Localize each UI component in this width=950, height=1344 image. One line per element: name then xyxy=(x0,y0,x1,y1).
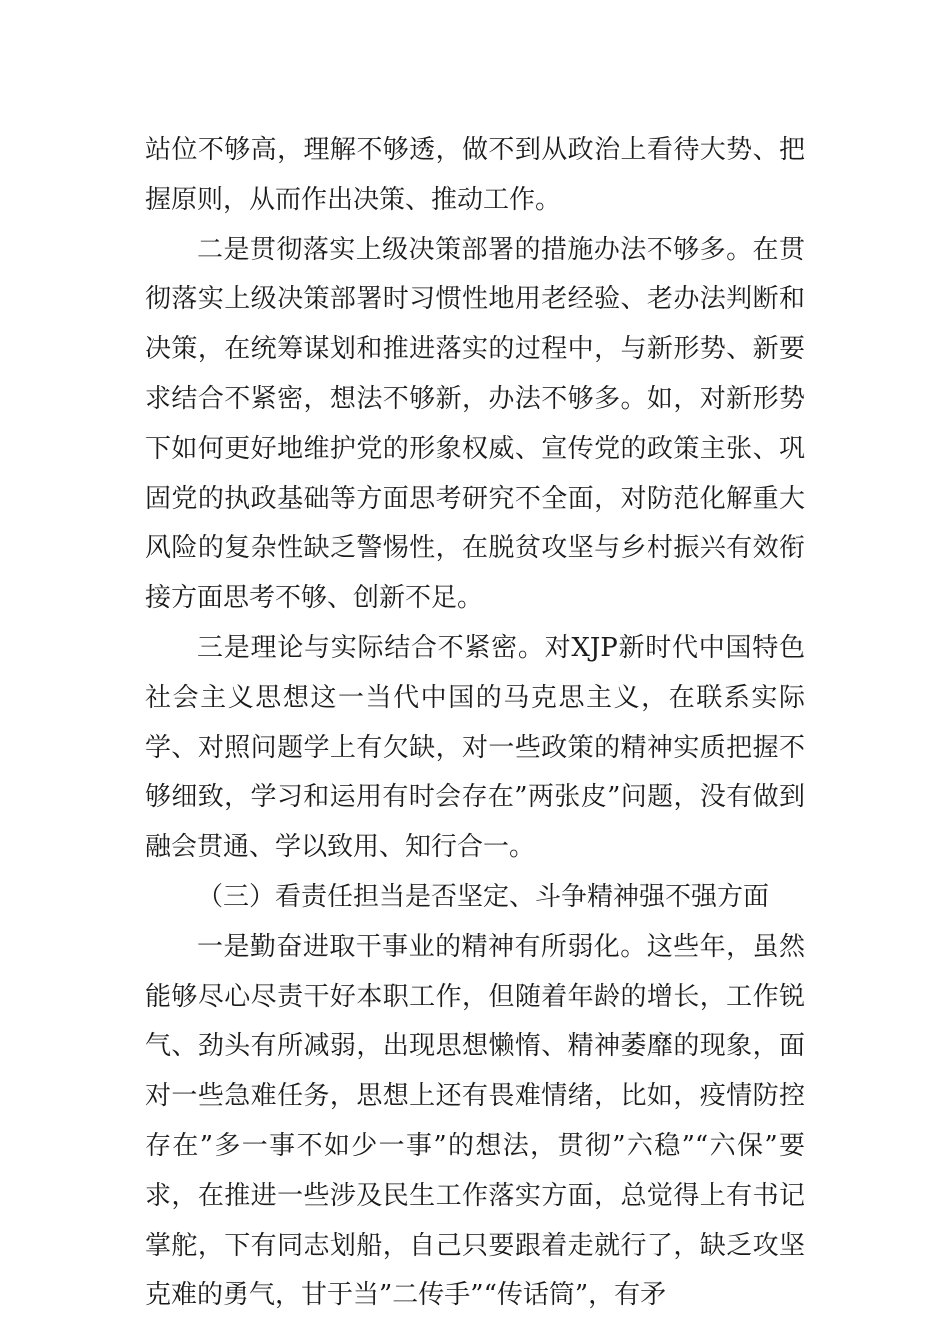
document-body xyxy=(145,126,805,1321)
paragraph-implementation-measures: 二是贯彻落实上级决策部署的措施办法不够多。在贯彻落实上级决策部署时习惯性地用老经验、老办法判断和决策，在统筹谋划和推进落实的过程中，与新形势、新要求结合不紧密，想法不够新，办法不够多。如，对新形势下如何更好地维护党的形象权威、宣传党的政策主张、巩固党的执政基础等方面思考研究不全面，对防范化解重大风险的复杂性缺乏警惕性，在脱贫攻坚与乡村振兴有效衔接方面思考不够、创新不足。 xyxy=(145,234,805,614)
paragraph-diligence: 一是勤奋进取干事业的精神有所弱化。这些年，虽然能够尽心尽责干好本职工作，但随着年龄的增长，工作锐气、劲头有所减弱，出现思想懒惰、精神萎靡的现象，面对一些急难任务，思想上还有畏难情绪，比如，疫情防控存在”多一事不如少一事”的想法，贯彻”六稳”“六保”要求，在推进一些涉及民生工作落实方面，总觉得上有书记掌舵，下有同志划船，自己只要跟着走就行了，缺乏攻坚克难的勇气，甘于当”二传手”“传话筒”，有矛 xyxy=(145,931,805,1311)
section-heading: （三）看责任担当是否坚定、斗争精神强不强方面 xyxy=(197,881,770,912)
paragraph-continuation: 站位不够高，理解不够透，做不到从政治上看待大势、把握原则，从而作出决策、推动工作。 xyxy=(145,135,805,215)
paragraph-theory-practice: 三是理论与实际结合不紧密。对XJP新时代中国特色社会主义思想这一当代中国的马克思主义，在联系实际学、对照问题学上有欠缺，对一些政策的精神实质把握不够细致，学习和运用有时会存在”两张皮”问题，没有做到融会贯通、学以致用、知行合一。 xyxy=(145,632,805,863)
